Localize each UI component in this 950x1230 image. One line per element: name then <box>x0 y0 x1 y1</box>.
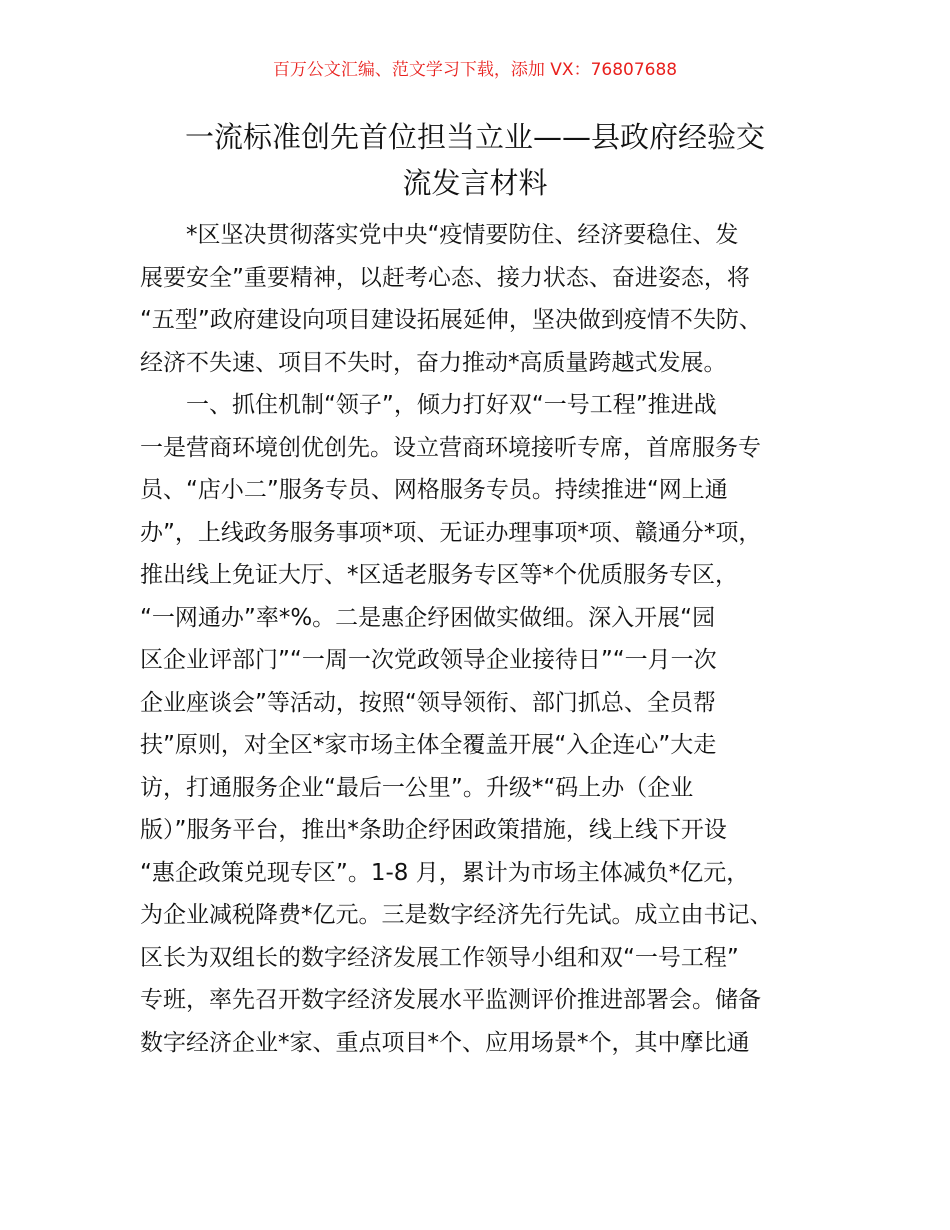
body-line: *区坚决贯彻落实党中央“疫情要防住、经济要稳住、发 <box>186 222 739 248</box>
document-title <box>120 114 830 206</box>
header-watermark-note: 百万公文汇编、范文学习下载，添加 VX：76807688 <box>272 60 678 80</box>
title-line: 流发言材料 <box>402 166 548 200</box>
body-line: 访，打通服务企业“最后一公里”。升级*“码上办（企业 <box>140 774 694 801</box>
section-heading: 一、抓住机制“领子”，倾力打好双“一号工程”推进战 <box>186 392 717 418</box>
body-line: 版）”服务平台，推出*条助企纾困政策措施，线上线下开设 <box>140 817 727 843</box>
body-line: “五型”政府建设向项目建设拓展延伸，坚决做到疫情不失防、 <box>140 307 762 333</box>
body-line: 经济不失速、项目不失时，奋力推动*高质量跨越式发展。 <box>140 349 727 376</box>
body-line: 员、“店小二”服务专员、网格服务专员。持续推进“网上通 <box>140 477 728 503</box>
document-body <box>140 214 820 1064</box>
body-line: “一网通办”率*%。二是惠企纾困做实做细。深入开展“园 <box>140 604 716 631</box>
body-line: 企业座谈会”等活动，按照“领导领衔、部门抓总、全员帮 <box>140 689 716 716</box>
body-line: 区长为双组长的数字经济发展工作领导小组和双“一号工程” <box>140 944 739 971</box>
title-line: 一流标准创先首位担当立业——县政府经验交 <box>184 120 765 154</box>
body-line: 办”，上线政务服务事项*项、无证办理事项*项、赣通分*项， <box>140 519 762 546</box>
body-line: 专班，率先召开数字经济发展水平监测评价推进部署会。储备 <box>140 987 761 1013</box>
body-line: 推出线上免证大厅、*区适老服务专区等*个优质服务专区， <box>140 562 738 588</box>
body-line: 为企业减税降费*亿元。三是数字经济先行先试。成立由书记、 <box>140 902 773 928</box>
body-line: “惠企政策兑现专区”。1-8 月，累计为市场主体减负*亿元， <box>140 859 750 886</box>
body-line: 数字经济企业*家、重点项目*个、应用场景*个，其中摩比通 <box>140 1029 750 1056</box>
body-line: 扶”原则，对全区*家市场主体全覆盖开展“入企连心”大走 <box>140 732 717 758</box>
body-line: 展要安全”重要精神，以赶考心态、接力状态、奋进姿态，将 <box>140 264 750 291</box>
body-line: 区企业评部门”“一周一次党政领导企业接待日”“一月一次 <box>140 647 717 673</box>
body-line: 一是营商环境创优创先。设立营商环境接听专席，首席服务专 <box>140 434 761 461</box>
